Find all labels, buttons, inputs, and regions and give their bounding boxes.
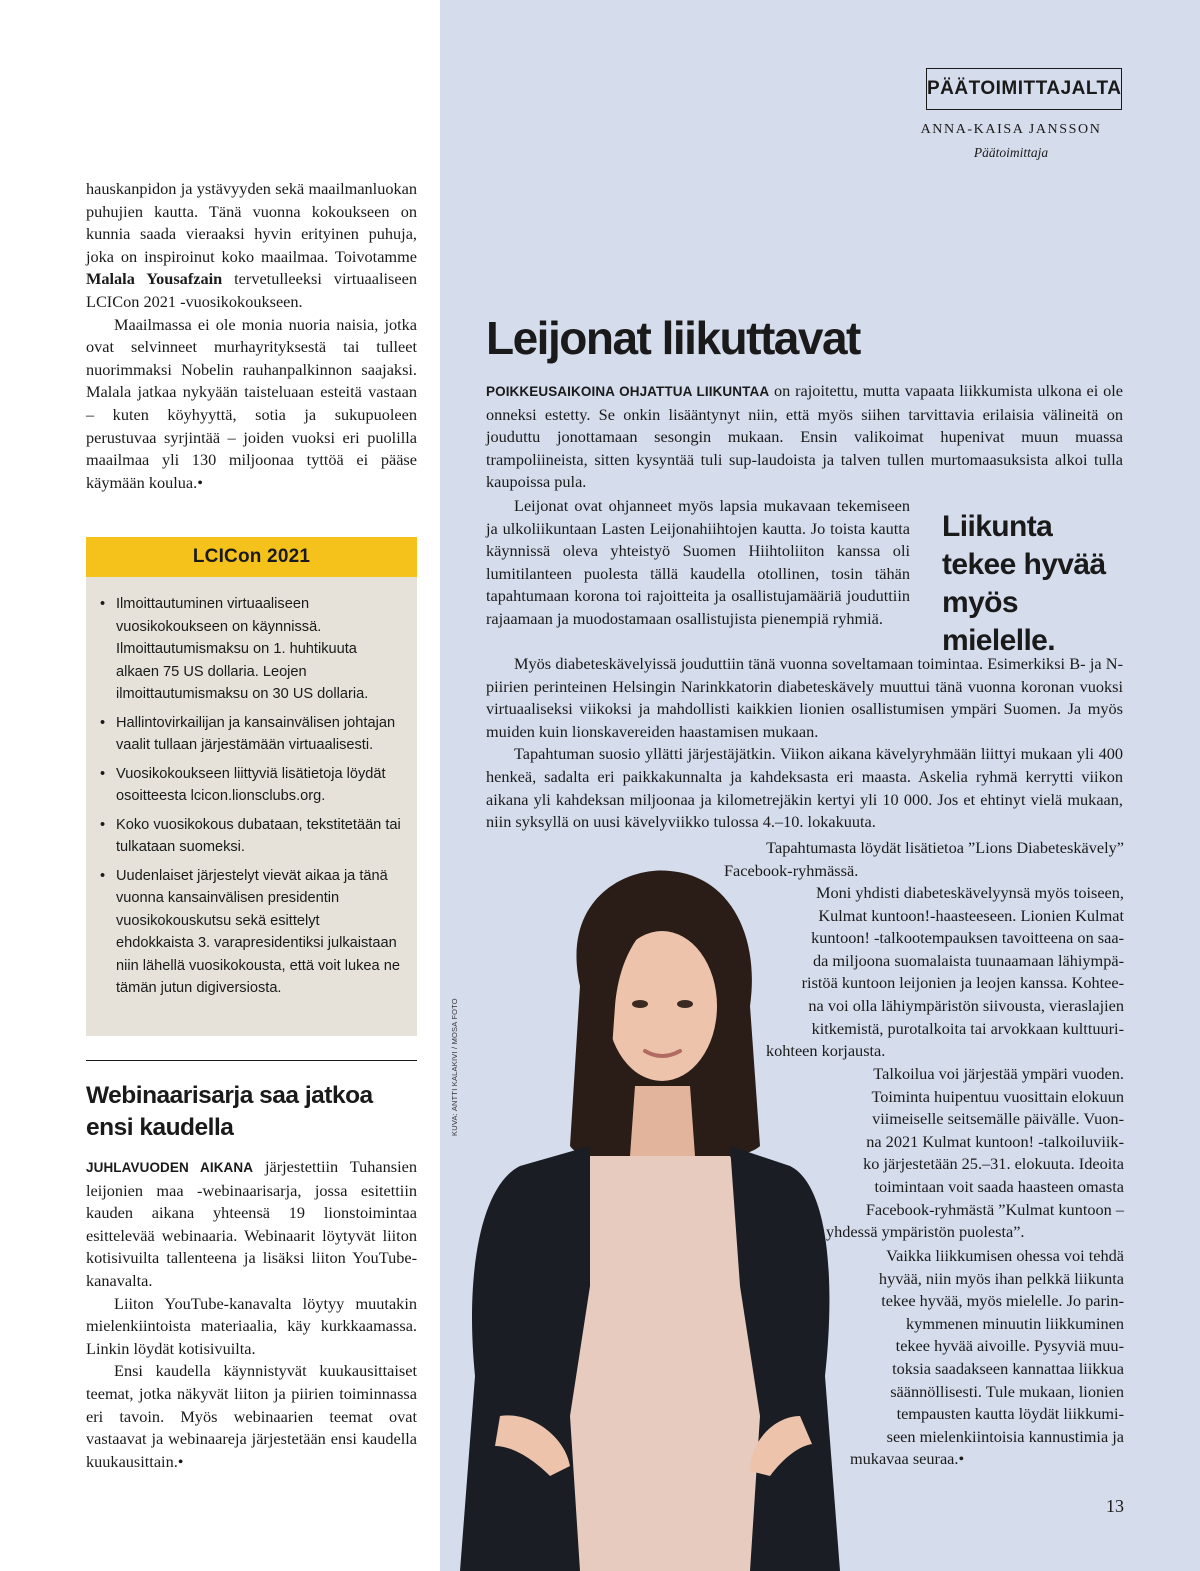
editorial-paragraph-5: Tapahtumasta löydät lisätietoa ”Lions Diabeteskävely” Facebook-ryhmässä. <box>724 838 1124 880</box>
editorial-paragraph-4: Tapahtuman suosio yllätti järjestäjätkin. Viikon aikana kävelyryhmään liittyi mukaan yli 400 henkeä, sadalta eri paikkakunnalta ja kahdeksasta eri maasta. Askelia ryhmä kerrytti viikon aikana yli kahdeksan miljoonaa ja kilometrejäkin kertyi yli 10 000. Jos et ehtinyt vielä mukaan, niin syksyllä on uusi kävelyviikko tulossa 4.–10. lokakuuta. <box>486 744 1123 832</box>
bullet-icon: • <box>100 714 106 731</box>
factbox-item: • Vuosikokoukseen liittyviä lisätietoja löydät osoitteesta lcicon.lionsclubs.org. <box>100 763 401 808</box>
editorial-paragraph-2: Leijonat ovat ohjanneet myös lapsia mukavaan tekemiseen ja ulkoliikuntaan Lasten Leijonahiihtojen kautta. Jo toista kautta käynnissä oleva yhteistyö Suomen Hiihtoliiton kanssa oli lumitilanteen puolesta tällä kaudella otollinen, tosin tähän tapahtumaan korona toi rajoitteita ja osallistujamääriä jouduttiin rajaamaan ja muodostamaan osallistujista pienempiä ryhmiä. <box>486 496 910 628</box>
editorial-paragraph-1: POIKKEUSAIKOINA OHJATTUA LIIKUNTAA on rajoitettu, mutta vapaata liikkumista ulkona ei ole onneksi estetty. Se onkin lisääntynyt niin, että myös siihen tarvittavia erilaisia välineitä on jouduttu jonottamaan sesongin mukaan. Ensin valikoimat hupenivat muun muassa trampoliineista, sitten kysyntää tuli sup-laudoista ja talven tullen murtomaasuksista alkoi tulla kaupoissa pula. <box>486 381 1123 492</box>
author-name: ANNA-KAISA JANSSON <box>920 122 1102 137</box>
editorial-paragraph-7: Talkoilua voi järjestää ympäri vuoden. Toiminta huipentuu vuosittain elokuun viimeiselle seitsemälle päivälle. Vuon- na 2021 Kulmat kuntoon! -talkoiluviik- ko järjestetään 25.–31. elokuuta. Ideoita toimintaan voit saada haasteen omasta Facebook-ryhmästä ”Kulmat kuntoon – yhdessä ympäristön puolesta”. <box>826 1064 1124 1242</box>
webinar-headline: Webinaarisarja saa jatkoa ensi kaudella <box>86 1082 373 1141</box>
section-divider <box>86 1060 417 1061</box>
intro-paragraph-1: hauskanpidon ja ystävyyden sekä maailmanluokan puhujien kautta. Tänä vuonna kokoukseen on kunnia saada vieraaksi hyvin erityinen puhuja, joka on inspiroinut koko maailmaa. Toivotamme Malala Yousafzain tervetulleeksi virtuaaliseen LCICon 2021 -vuosikokoukseen. <box>86 179 417 311</box>
factbox-title: LCICon 2021 <box>86 537 417 577</box>
factbox-item: • Ilmoittautuminen virtuaaliseen vuosikokoukseen on käynnissä. Ilmoittautumismaksu on 1. huhtikuuta alkaen 75 US dollaria. Leojen ilmoittautumismaksu on 30 US dollaria. <box>100 593 401 706</box>
factbox-item: • Hallintovirkailijan ja kansainvälisen johtajan vaalit tullaan järjestämään virtuaalisesti. <box>100 712 401 757</box>
editorial-paragraph-6: Moni yhdisti diabeteskävelyynsä myös toiseen, Kulmat kuntoon!-haasteeseen. Lionien Kulmat kuntoon! -talkootempauksen tavoitteena on saa- da miljoona suomalaista tuunaamaan lähiympä- ristöä kuntoon leijonien ja leojen kanssa. Kohtee- na voi olla lähiympäristön siivousta, vieraslajien kitkemistä, purotalkoita tai arvokkaan kulttuuri- kohteen korjausta. <box>766 883 1124 1061</box>
end-mark: • <box>197 472 203 492</box>
lcicon-factbox <box>86 537 417 1036</box>
bullet-icon: • <box>100 816 106 833</box>
factbox-item: • Koko vuosikokous dubataan, tekstitetään tai tulkataan suomeksi. <box>100 814 401 859</box>
factbox-item: • Uudenlaiset järjestelyt vievät aikaa ja tänä vuonna kansainvälisen presidentin vuosikokouskutsu sekä esittelyt ehdokkaista 3. varapresidentiksi julkaistaan niin lähellä vuosikokousta, että voit lukea ne tämän jutun digiversiosta. <box>100 865 401 1000</box>
bullet-icon: • <box>100 765 106 782</box>
section-label: PÄÄTOIMITTAJALTA <box>926 68 1122 110</box>
photo-credit: KUVA: ANTTI KALAKIVI / MOSA FOTO <box>450 998 459 1136</box>
editorial-headline: Leijonat liikuttavat <box>486 312 860 364</box>
webinar-paragraph-2: Liiton YouTube-kanavalta löytyy muutakin mielenkiintoista materiaalia, käy kurkkaamassa. Linkin löydät kotisivuilta. <box>86 1293 417 1358</box>
webinar-article-text <box>86 1156 417 1473</box>
speaker-name: Malala Yousafzain <box>86 269 223 289</box>
webinar-paragraph-1: JUHLAVUODEN AIKANA järjestettiin Tuhansien leijonien maa -webinaarisarja, jossa esitettiin kauden aikana yhteensä 19 lionstoimintaa esittelevää webinaaria. Webinaarit löytyvät liiton kotisivuilta tallenteena ja lisäksi liiton YouTube-kanavalta. <box>86 1157 417 1290</box>
editor-portrait-photo <box>440 856 860 1571</box>
factbox-list <box>86 577 417 1000</box>
editorial-paragraph-3: Myös diabeteskävelyissä jouduttiin tänä vuonna soveltamaan toimintaa. Esimerkiksi B- ja N-piirien perinteinen Helsingin Narinkkatorin diabeteskävely muuttui tänä vuonna koronan vuoksi virtuaaliseksi viikoksi ja mahdollisti kaikkien lionien osallistumisen ympäri Suomen. Ja myös muiden kuin lionskavereiden haastamisen mukaan. <box>486 654 1123 741</box>
intro-paragraph-2: Maailmassa ei ole monia nuoria naisia, jotka ovat selvinneet murhayrityksestä tai tulleet nuorimmaksi Nobelin rauhanpalkinnon saajaksi. Malala jatkaa nykyään taisteluaan esteitä vastaan – kuten köyhyyttä, sotia ja sukupuoleen perustuvaa syrjintää – joiden vuoksi eri puolilla maailmaa yli 130 miljoonaa tyttöä ei pääse käymään koulua.• <box>86 314 417 492</box>
editorial-paragraphs-3-4 <box>486 653 1123 834</box>
page-number: 13 <box>1106 1496 1124 1516</box>
editorial-paragraph-8: Vaikka liikkumisen ohessa voi tehdä hyvää, niin myös ihan pelkkä liikunta tekee hyvää, myös mielelle. Jo parin- kymmenen minuutin liikkuminen tekee hyvää aivoille. Pysyviä muu- toksia saadakseen kannattaa liikkua säännöllisesti. Tule mukaan, lionien tempausten kautta löydät liikkumi- seen mielenkiintoisia kannustimia ja mukavaa seuraa.• <box>850 1246 1124 1469</box>
webinar-lead-in: JUHLAVUODEN AIKANA <box>86 1160 254 1175</box>
author-role: Päätoimittaja <box>973 145 1049 160</box>
lcicon-article-text <box>86 178 417 494</box>
editorial-lead-in: POIKKEUSAIKOINA OHJATTUA LIIKUNTAA <box>486 384 770 399</box>
webinar-paragraph-3: Ensi kaudella käynnistyvät kuukausittaiset teemat, jotka näkyvät liiton ja piirien toiminnassa eri tavoin. Myös webinaarien teemat ovat vastaavat ja webinaareja järjestetään ensi kaudella kuukausittain.• <box>86 1361 417 1471</box>
end-mark: • <box>177 1451 184 1471</box>
pull-quote: Liikunta tekee hyvää myös mielelle. <box>942 510 1106 657</box>
bullet-icon: • <box>100 596 106 612</box>
bullet-icon: • <box>100 867 106 884</box>
